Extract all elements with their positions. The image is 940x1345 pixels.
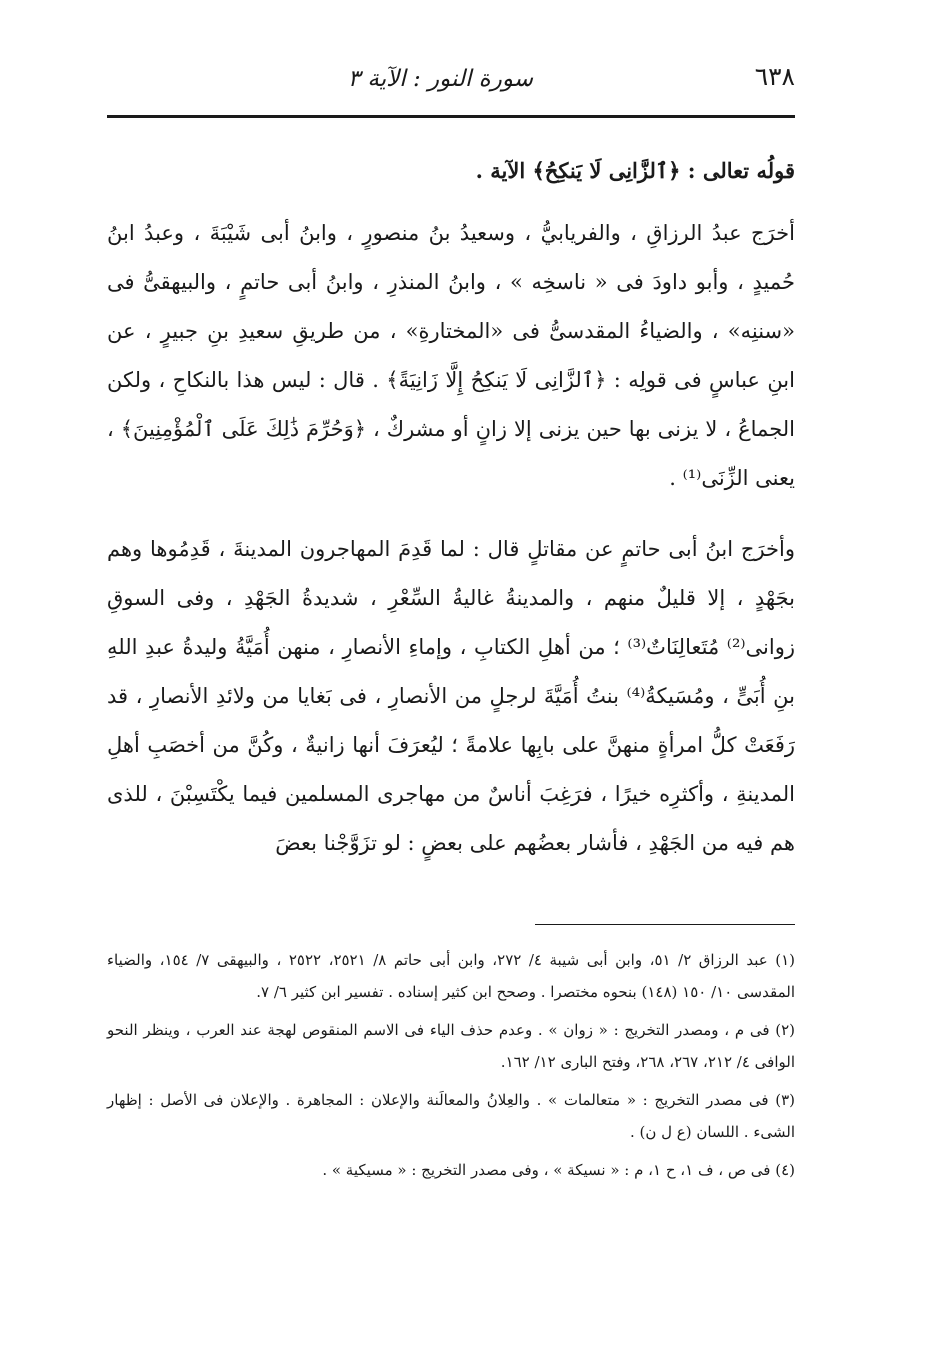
footnote-3: (٣) فى مصدر التخريج : « متعالمات » . والعِلانُ والمعالَنة والإعلان : المجاهرة . والإعلان فى الأصل : إظهار الشىء . اللسان (ع ل ن) . <box>107 1091 795 1141</box>
paragraph-1: أخرَج عبدُ الرزاقِ ، والفريابيُّ ، وسعيدُ بنُ منصورٍ ، وابنُ أبى شَيْبَةَ ، وعبدُ ابنُ حُميدٍ ، وأبو داودَ فى « ناسخِه » ، وابنُ المنذرِ ، وابنُ أبى حاتمٍ ، والبيهقىُّ فى «سننِه» ، والضياءُ المقدسىُّ فى «المختارةِ» ، من طريقِ سعيدِ بنِ جبيرٍ ، عن ابنِ عباسٍ فى قولِه : ﴿ٱلزَّانِى لَا يَنكِحُ إِلَّا زَانِيَةً﴾ . قال : ليس هذا بالنكاحِ ، ولكن الجماعُ ، لا يزنى بها حين يزنى إلا زانٍ أو مشركٌ ، ﴿وَحُرِّمَ ذَٰلِكَ عَلَى ٱلْمُؤْمِنِينَ﴾ ، يعنى الزِّنَى⁽¹⁾ . <box>107 221 795 490</box>
footnotes <box>107 944 795 1192</box>
footnote-2: (٢) فى م ، ومصدر التخريج : « زوان » . وعدم حذف الياء فى الاسم المنقوص لهجة عند العرب ، وينظر النحو الوافى ٤/ ٢١٢، ٢٦٧، ٢٦٨، وفتح البارى ١٢/ ١٦٢. <box>107 1021 795 1071</box>
header-rule <box>107 115 795 118</box>
page-header <box>107 62 795 102</box>
running-title: سورة النور : الآية ٣ <box>347 66 533 92</box>
paragraph-2: وأخرَج ابنُ أبى حاتمٍ عن مقاتلٍ قال : لما قَدِمَ المهاجرون المدينةَ ، قَدِمُوها وهم بجَهْدٍ ، إلا قليلٌ منهم ، والمدينةُ غاليةُ السِّعْرِ ، شديدةُ الجَهْدِ ، وفى السوقِ زوانى⁽²⁾ مُتَعالِنَاتٌ⁽³⁾ ؛ من أهلِ الكتابِ ، وإماءِ الأنصارِ ، منهن أُمَيَّةُ وليدةُ عبدِ اللهِ بنِ أُبَىٍّ ، ومُسَيكةُ⁽⁴⁾ بنتُ أُمَيَّةَ لرجلٍ من الأنصارِ ، فى بَغايا من ولائدِ الأنصارِ ، قد رَفَعَتْ كلُّ امرأةٍ منهنَّ على بابِها علامةً ؛ ليُعرَفَ أنها زانيةٌ ، وكُنَّ من أخصَبِ أهلِ المدينةِ ، وأكثرِه خيرًا ، فرَغِبَ أناسٌ من مهاجرى المسلمين فيما يكْتَسِبْنَ ، للذى هم فيه من الجَهْدِ ، فأشار بعضُهم على بعضٍ : لو تزَوَّجْنا بعضَ <box>107 537 795 855</box>
footnote-1: (١) عبد الرزاق ٢/ ٥١، وابن أبى شيبة ٤/ ٢٧٢، وابن أبى حاتم ٨/ ٢٥٢١، ٢٥٢٢ ، والبيهقى ٧/ ١٥٤، والضياء المقدسى ١٠/ ١٥٠ (١٤٨) بنحوه مختصرا . وصحح ابن كثير إسناده . تفسير ابن كثير ٦/ ٧. <box>107 951 796 1001</box>
footnote-rule <box>535 924 795 925</box>
footnote-4: (٤) فى ص ، ف ١، ح ١، م : « نسيكة » ، وفى مصدر التخريج : « مسيكية » . <box>322 1161 795 1179</box>
section-heading: قولُه تعالى : ﴿ٱلزَّانِى لَا يَنكِحُ﴾ الآية . <box>475 158 795 183</box>
page-number: ٦٣٨ <box>754 62 795 91</box>
main-text <box>107 146 795 868</box>
